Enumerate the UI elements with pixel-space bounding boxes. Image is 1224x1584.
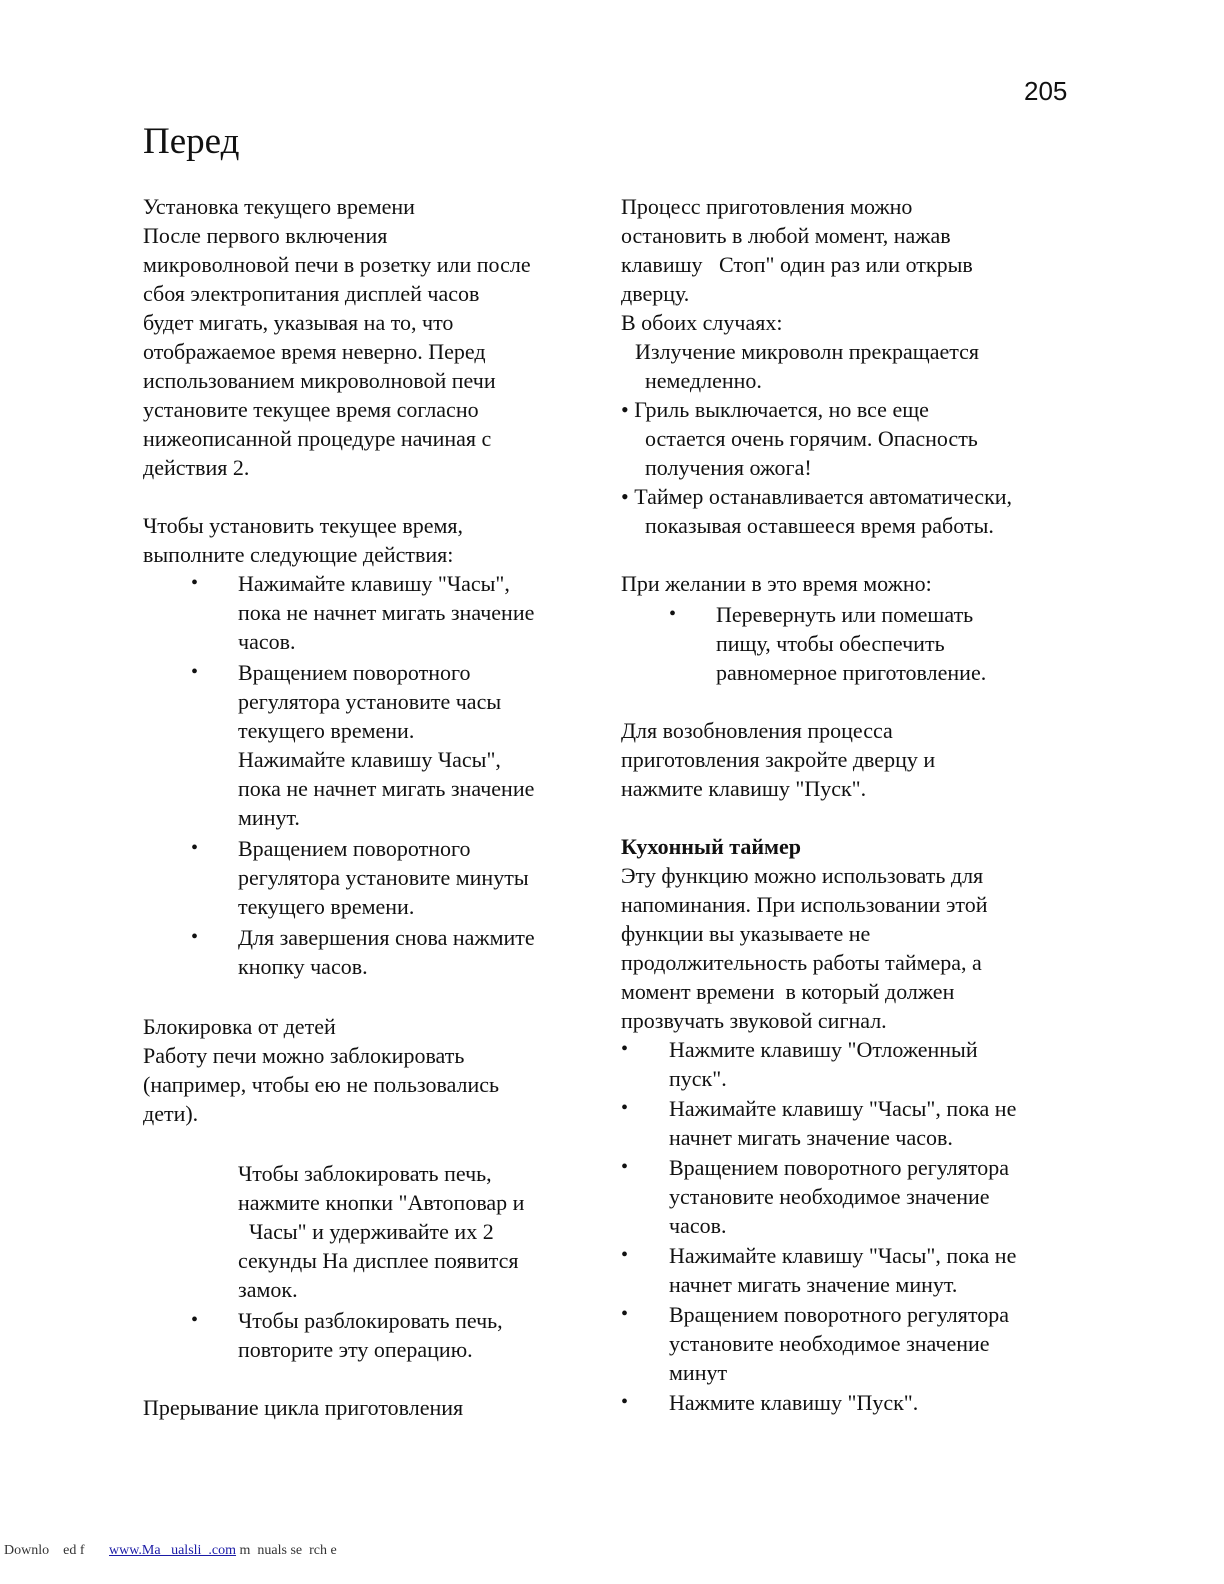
text-line: немедленно. [645, 368, 762, 393]
list-item [621, 1241, 1091, 1299]
text-line: установите необходимое значение [669, 1331, 990, 1356]
text-line: После первого включения [143, 223, 388, 248]
list-item [143, 658, 603, 832]
text-line: микроволновой печи в розетку или после [143, 252, 531, 277]
kitchen-timer-steps-list [621, 1035, 1091, 1417]
bullet-icon: • [191, 661, 199, 683]
list-item [621, 337, 1091, 395]
text-line: получения ожога! [645, 455, 812, 480]
bullet-icon: • [191, 572, 199, 594]
clock-description [143, 221, 603, 482]
text-line: сбоя электропитания дисплей часов [143, 281, 480, 306]
text-line: Нажимайте клавишу "Часы", пока не [669, 1243, 1017, 1268]
text-line: текущего времени. [238, 718, 415, 743]
kitchen-timer-section [621, 832, 1091, 1417]
bullet-icon: • [621, 484, 629, 509]
text-line: При желании в это время можно: [621, 571, 932, 596]
clock-section [143, 192, 603, 482]
text-line: часов. [669, 1213, 727, 1238]
text-line: Для возобновления процесса [621, 718, 893, 743]
stop-section [621, 192, 1091, 540]
text-line: момент времени в который должен [621, 979, 955, 1004]
text-line: начнет мигать значение часов. [669, 1125, 953, 1150]
text-line: Чтобы установить текущее время, [143, 513, 464, 538]
list-item [621, 1153, 1091, 1240]
page-title: Перед [143, 121, 240, 162]
bullet-icon: • [621, 1303, 629, 1325]
text-line: Вращением поворотного регулятора [669, 1302, 1009, 1327]
text-line: начнет мигать значение минут. [669, 1272, 958, 1297]
text-line: Вращением поворотного [238, 836, 471, 861]
optional-actions-list [621, 600, 1091, 687]
text-line: Таймер останавливается автоматически, [634, 484, 1013, 509]
text-line: Нажимайте клавишу Часы", [238, 747, 501, 772]
text-line: отображаемое время неверно. Перед [143, 339, 486, 364]
text-line: (например, чтобы ею не пользовались [143, 1072, 500, 1097]
text-line: пока не начнет мигать значение [238, 776, 535, 801]
text-line: Для завершения снова нажмите [238, 925, 535, 950]
child-lock-heading: Блокировка от детей [143, 1014, 336, 1039]
page-number: 205 [1024, 76, 1068, 106]
bullet-icon: • [621, 1244, 629, 1266]
footer-suffix: m nuals se rch e [236, 1543, 337, 1558]
text-line: дети). [143, 1101, 199, 1126]
child-lock-list [143, 1159, 603, 1364]
text-line: остается очень горячим. Опасность [645, 426, 978, 451]
text-line: секунды На дисплее появится [238, 1248, 519, 1273]
list-item [143, 1159, 603, 1304]
list-item [143, 834, 603, 921]
stop-effects-list [621, 337, 1091, 540]
text-line: Нажмите клавишу "Отложенный [669, 1037, 978, 1062]
text-line: Излучение микроволн прекращается [635, 339, 980, 364]
text-line: Нажмите клавишу "Пуск". [669, 1390, 919, 1415]
text-line: кнопку часов. [238, 954, 368, 979]
list-item [143, 569, 603, 656]
bullet-icon: • [191, 837, 199, 859]
text-line: установите необходимое значение [669, 1184, 990, 1209]
text-line: минут. [238, 805, 300, 830]
list-item [621, 600, 1091, 687]
text-line: пуск". [669, 1066, 727, 1091]
text-line: нажмите кнопки "Автоповар и [238, 1190, 525, 1215]
bullet-icon: • [669, 603, 677, 625]
footer-prefix: Downlo ed f [4, 1543, 85, 1558]
resume-section [621, 716, 1091, 803]
list-item [143, 923, 603, 981]
text-line: использованием микроволновой печи [143, 368, 496, 393]
clock-heading: Установка текущего времени [143, 194, 415, 219]
text-line: регулятора установите минуты [238, 865, 529, 890]
text-line: Перевернуть или помешать [716, 602, 974, 627]
text-line: установите текущее время согласно [143, 397, 479, 422]
list-item [143, 1306, 603, 1364]
text-line: регулятора установите часы [238, 689, 502, 714]
list-item [621, 395, 1091, 482]
clock-steps-list [143, 569, 603, 981]
list-item [621, 1035, 1091, 1093]
text-line: прозвучать звуковой сигнал. [621, 1008, 887, 1033]
text-line: минут [669, 1360, 728, 1385]
list-item [621, 1388, 1091, 1417]
text-line: действия 2. [143, 455, 250, 480]
text-line: текущего времени. [238, 894, 415, 919]
text-line: замок. [238, 1277, 298, 1302]
text-line: часов. [238, 629, 296, 654]
bullet-icon: • [191, 926, 199, 948]
text-line: пока не начнет мигать значение [238, 600, 535, 625]
text-line: приготовления закройте дверцу и [621, 747, 936, 772]
clock-steps-section [143, 511, 603, 981]
text-line: Процесс приготовления можно [621, 194, 913, 219]
text-line: повторите эту операцию. [238, 1337, 473, 1362]
list-item [621, 482, 1091, 540]
text-line: Вращением поворотного [238, 660, 471, 685]
text-line: Нажимайте клавишу "Часы", пока не [669, 1096, 1017, 1121]
text-line: пищу, чтобы обеспечить [716, 631, 945, 656]
text-line: будет мигать, указывая на то, что [143, 310, 454, 335]
text-line: Чтобы разблокировать печь, [238, 1308, 503, 1333]
text-line: нижеописанной процедуре начиная с [143, 426, 492, 451]
text-line: Работу печи можно заблокировать [143, 1043, 465, 1068]
text-line: В обоих случаях: [621, 310, 783, 335]
kitchen-timer-heading: Кухонный таймер [621, 834, 802, 859]
text-line: Часы" и удерживайте их 2 [238, 1219, 494, 1244]
bullet-icon: • [621, 1097, 629, 1119]
text-line: показывая оставшееся время работы. [645, 513, 994, 538]
text-line: клавишу Стоп" один раз или открыв [621, 252, 973, 277]
bullet-icon: • [621, 1156, 629, 1178]
text-line: дверцу. [621, 281, 690, 306]
footer-link[interactable]: www.Ma ualsli .com [109, 1543, 237, 1558]
text-line: функции вы указываете не [621, 921, 871, 946]
bullet-icon: • [621, 1038, 629, 1060]
text-line: остановить в любой момент, нажав [621, 223, 951, 248]
text-line: Нажимайте клавишу "Часы", [238, 571, 510, 596]
text-line: нажмите клавишу "Пуск". [621, 776, 867, 801]
right-column [621, 192, 1091, 1418]
child-lock-section [143, 1012, 603, 1364]
list-item [621, 1300, 1091, 1387]
interrupt-heading: Прерывание цикла приготовления [143, 1395, 464, 1420]
text-line: Гриль выключается, но все еще [634, 397, 929, 422]
text-line: напоминания. При использовании этой [621, 892, 988, 917]
bullet-icon: • [621, 1391, 629, 1413]
text-line: выполните следующие действия: [143, 542, 454, 567]
text-line: Вращением поворотного регулятора [669, 1155, 1009, 1180]
text-line: равномерное приготовление. [716, 660, 987, 685]
text-line: продолжительность работы таймера, а [621, 950, 982, 975]
text-line: Чтобы заблокировать печь, [238, 1161, 492, 1186]
list-item [621, 1094, 1091, 1152]
bullet-icon: • [191, 1309, 199, 1331]
bullet-icon: • [621, 397, 629, 422]
download-footer [4, 1543, 337, 1559]
left-column [143, 192, 603, 1422]
optional-actions-section [621, 569, 1091, 687]
text-line: Эту функцию можно использовать для [621, 863, 984, 888]
